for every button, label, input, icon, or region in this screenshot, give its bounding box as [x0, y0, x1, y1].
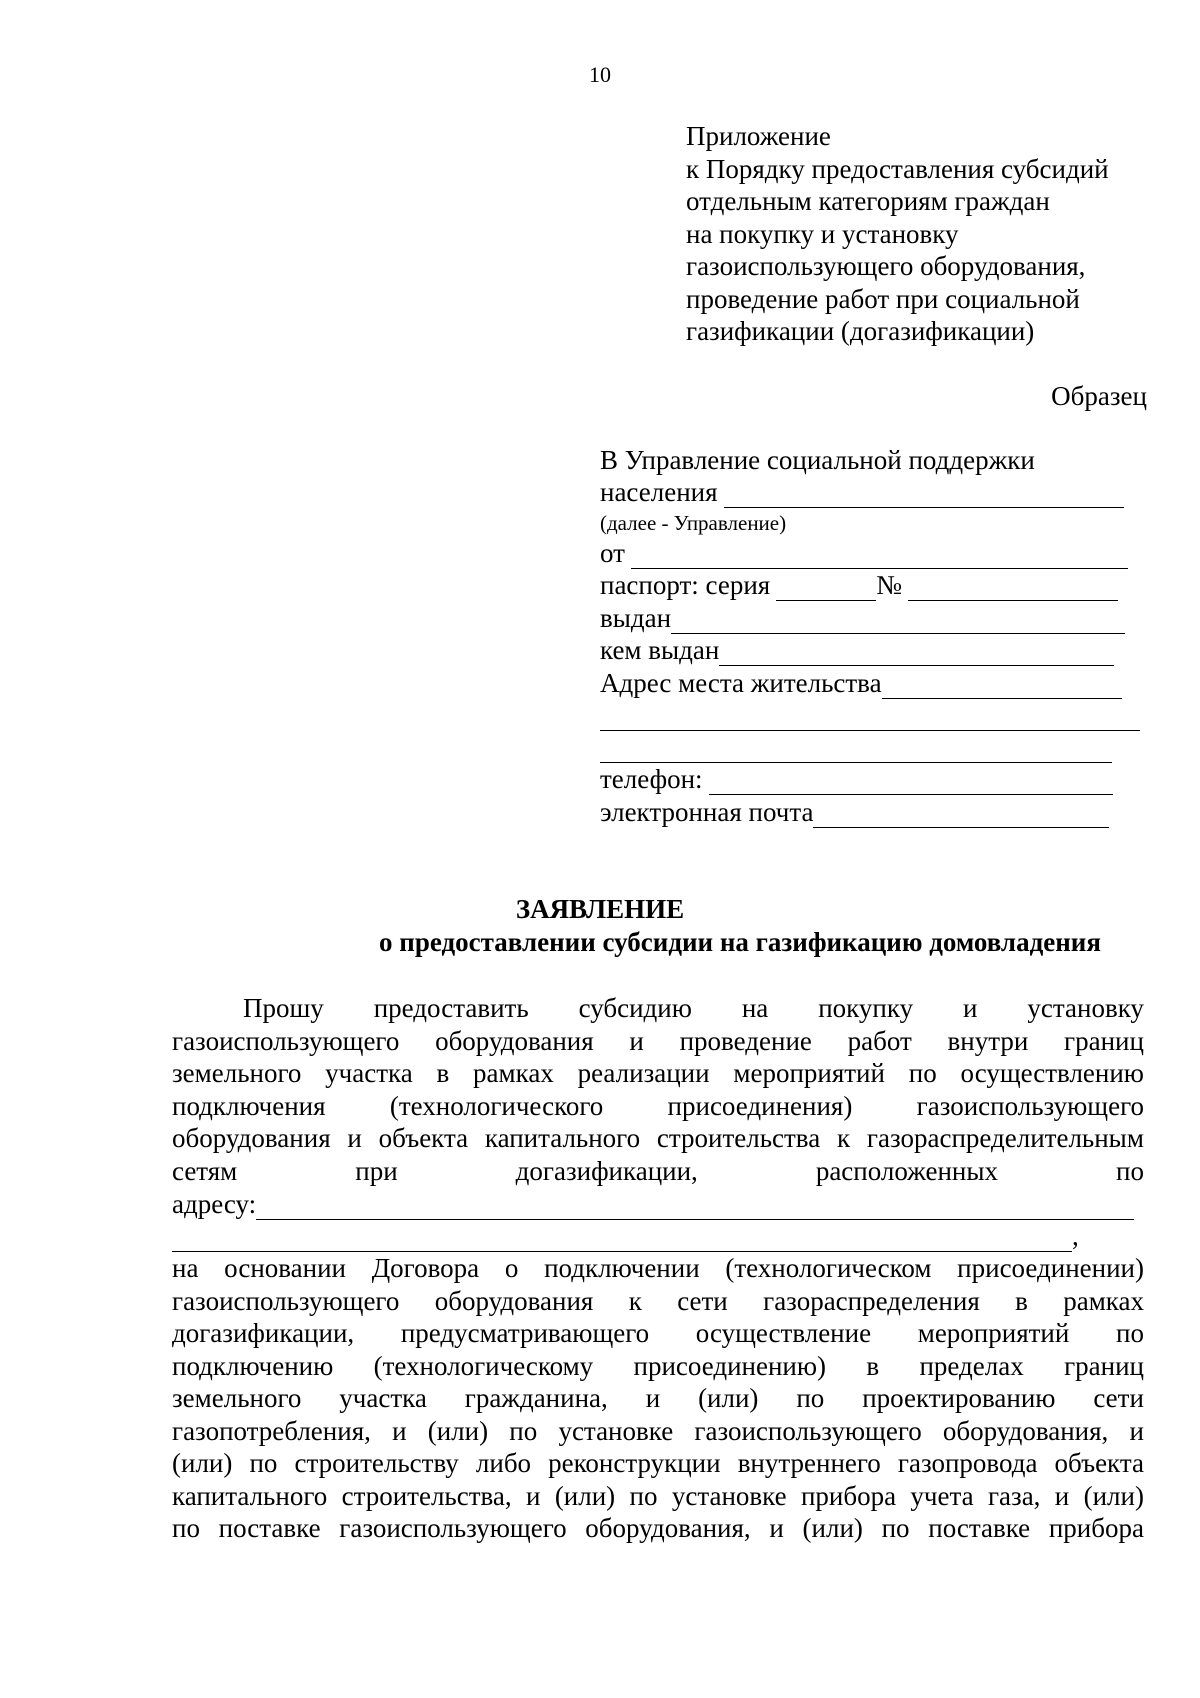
- word: присоединению): [633, 1350, 827, 1381]
- word: о: [504, 1253, 519, 1283]
- word: по: [1116, 1318, 1144, 1348]
- word: строительства,: [341, 1480, 512, 1511]
- paragraph-line: [172, 1350, 1144, 1383]
- paragraph-line: [172, 1447, 1144, 1480]
- hereinafter-row: [600, 508, 1140, 536]
- word: газопотребления,: [172, 1415, 371, 1446]
- population-field[interactable]: [724, 483, 1124, 508]
- passport-row: [600, 569, 1140, 602]
- paragraph-line: [172, 1155, 1144, 1188]
- word: участка: [339, 1383, 427, 1413]
- sample-label: Образец: [1051, 381, 1147, 411]
- word: по: [249, 1448, 278, 1478]
- word: и: [645, 1383, 661, 1413]
- appendix-line: газификации (догазификации): [686, 316, 1035, 346]
- word: оборудования: [434, 1285, 594, 1316]
- issued-by-label: кем выдан: [600, 635, 720, 665]
- word: капитального: [484, 1123, 641, 1153]
- application-body: [172, 992, 1144, 1545]
- email-field[interactable]: [813, 803, 1109, 828]
- word: и: [629, 1025, 644, 1056]
- word: реконструкции: [548, 1448, 721, 1478]
- word: по: [908, 1058, 937, 1088]
- residence-continuation-row: [600, 699, 1140, 731]
- paragraph-line: [172, 1382, 1144, 1415]
- word: сети: [1093, 1383, 1144, 1413]
- word: и: [963, 993, 978, 1023]
- addressee-block: [600, 443, 1140, 828]
- residence-field-line-3[interactable]: [600, 738, 1112, 763]
- word: газораспределительным: [866, 1123, 1144, 1153]
- document-title: ЗАЯВЛЕНИЕ: [515, 894, 685, 924]
- word: и: [526, 1480, 541, 1511]
- word: (технологического: [389, 1090, 604, 1121]
- paragraph-line: [172, 992, 1144, 1025]
- word: (технологическому: [373, 1350, 594, 1381]
- email-label: электронная почта: [600, 796, 814, 827]
- issued-field[interactable]: [671, 609, 1125, 634]
- addressee-to-line: [600, 443, 1140, 476]
- word: проведение: [679, 1025, 812, 1056]
- word: оборудования: [435, 1025, 594, 1056]
- from-label: от: [600, 537, 625, 568]
- word: объекта: [1054, 1448, 1144, 1478]
- word: осуществление: [695, 1318, 872, 1348]
- word: субсидию: [578, 993, 692, 1023]
- paragraph-line: [172, 1057, 1144, 1090]
- word: установке: [671, 1480, 787, 1511]
- word: в: [436, 1058, 450, 1088]
- appendix-line: к Порядку предоставления субсидий: [686, 153, 1109, 184]
- appendix-line: Приложение: [686, 121, 831, 151]
- residence-field-line-2[interactable]: [600, 706, 1140, 731]
- appendix-line: на покупку и установку: [686, 218, 959, 249]
- word: строительству: [294, 1448, 459, 1478]
- word: основании: [224, 1253, 347, 1283]
- address-row: [172, 1187, 1144, 1220]
- word: к: [836, 1123, 851, 1153]
- word: к: [628, 1285, 642, 1316]
- passport-series-field[interactable]: [776, 576, 876, 601]
- address-field[interactable]: [256, 1195, 1134, 1220]
- word: (или): [1083, 1480, 1144, 1511]
- passport-number-field[interactable]: [908, 576, 1118, 601]
- word: мероприятий: [917, 1318, 1070, 1348]
- word: газа,: [987, 1480, 1041, 1511]
- word: прибора: [1048, 1513, 1144, 1543]
- word: на: [172, 1253, 199, 1283]
- word: оборудования,: [585, 1513, 751, 1543]
- word: (или): [554, 1480, 616, 1511]
- word: реализации: [577, 1058, 710, 1088]
- word: по: [629, 1480, 658, 1511]
- word: (или): [698, 1383, 759, 1413]
- paragraph-line: [172, 1122, 1144, 1155]
- word: предусматривающего: [400, 1318, 650, 1348]
- residence-label: Адрес места жительства: [600, 667, 882, 698]
- word: и: [347, 1123, 362, 1153]
- residence-row: [600, 666, 1140, 699]
- word: покупку: [818, 993, 914, 1023]
- word: оборудования,: [942, 1415, 1109, 1446]
- word: газораспределения: [763, 1285, 980, 1316]
- word: мероприятий: [733, 1058, 885, 1088]
- phone-field[interactable]: [709, 770, 1113, 795]
- word: работ: [847, 1025, 912, 1056]
- number-sign: №: [876, 570, 902, 600]
- word: газоиспользующего: [172, 1285, 400, 1316]
- address-continuation-row: [172, 1220, 1144, 1253]
- page-number: 10: [589, 62, 611, 87]
- word: рамках: [1063, 1285, 1144, 1316]
- word: внутреннего: [737, 1448, 881, 1478]
- word: расположенных: [815, 1155, 998, 1186]
- word: капитального: [172, 1480, 328, 1511]
- word: предоставить: [373, 993, 529, 1023]
- paragraph-line: [172, 1415, 1144, 1448]
- word: (или): [172, 1448, 233, 1478]
- issued-by-field[interactable]: [719, 641, 1114, 666]
- word: и: [1129, 1415, 1144, 1446]
- paragraph-line: [172, 1252, 1144, 1285]
- word: газоиспользующего: [172, 1025, 400, 1056]
- word: сетям: [172, 1155, 238, 1186]
- word: рамках: [473, 1058, 554, 1088]
- word: по: [509, 1415, 538, 1446]
- word: присоединении): [957, 1253, 1144, 1283]
- passport-label: паспорт: серия: [600, 570, 771, 600]
- paragraph-line: [172, 1317, 1144, 1350]
- paragraph-line: [172, 1090, 1144, 1123]
- word: газопровода: [897, 1448, 1038, 1478]
- word: в: [1015, 1285, 1028, 1316]
- word: сети: [677, 1285, 728, 1316]
- residence-continuation-row: [600, 731, 1140, 763]
- addressee-to-text: В Управление социальной поддержки: [600, 444, 1035, 475]
- word: в: [866, 1350, 880, 1381]
- word: гражданина,: [464, 1383, 608, 1413]
- address-label: адресу:: [172, 1188, 257, 1219]
- word: (технологическом: [725, 1253, 932, 1283]
- word: земельного: [172, 1383, 302, 1413]
- word: догазификации,: [515, 1155, 698, 1186]
- issued-by-row: [600, 634, 1140, 667]
- paragraph-line: [172, 1512, 1144, 1545]
- word: догазификации,: [172, 1318, 355, 1348]
- word: участка: [325, 1058, 413, 1088]
- word: по: [796, 1383, 825, 1413]
- word: объекта: [378, 1123, 469, 1153]
- appendix-line: газоиспользующего оборудования,: [686, 251, 1086, 281]
- word: подключении: [544, 1253, 700, 1283]
- population-row: [600, 476, 1140, 509]
- from-row: [600, 536, 1140, 569]
- word: либо: [475, 1448, 532, 1478]
- from-field[interactable]: [631, 544, 1128, 569]
- word: подключению: [172, 1350, 334, 1381]
- document-subtitle: о предоставлении субсидии на газификацию домовладения: [379, 927, 1101, 957]
- word: поставке: [928, 1513, 1031, 1543]
- word: (или): [427, 1415, 489, 1446]
- word: учета: [910, 1480, 974, 1511]
- paragraph-line: [172, 1480, 1144, 1513]
- appendix-line: проведение работ при социальной: [686, 283, 1080, 314]
- word: по: [172, 1513, 200, 1543]
- word: оборудования: [172, 1123, 331, 1153]
- word: границ: [1064, 1350, 1144, 1381]
- word: при: [355, 1155, 398, 1186]
- hereinafter-text: (далее - Управление): [600, 511, 787, 535]
- word: установку: [1027, 993, 1144, 1023]
- word: установке: [558, 1415, 674, 1446]
- population-label: населения: [600, 477, 718, 507]
- word: строительства: [656, 1123, 821, 1153]
- paragraph-2: [172, 1252, 1144, 1545]
- appendix-line: отдельным категориям граждан: [686, 186, 1050, 216]
- paragraph-1: [172, 992, 1144, 1187]
- word: Прошу: [243, 993, 324, 1023]
- email-row: [600, 795, 1140, 828]
- word: внутри: [947, 1025, 1029, 1056]
- residence-field[interactable]: [882, 674, 1122, 699]
- word: газоиспользующего: [339, 1513, 567, 1543]
- word: Договора: [371, 1253, 480, 1283]
- phone-row: [600, 763, 1140, 796]
- paragraph-line: [172, 1285, 1144, 1318]
- appendix-header: [686, 120, 1186, 348]
- word: по: [881, 1513, 910, 1543]
- word: подключения: [172, 1090, 326, 1121]
- paragraph-line: [172, 1025, 1144, 1058]
- word: земельного: [172, 1058, 302, 1088]
- word: газоиспользующего: [694, 1415, 922, 1446]
- word: и: [1054, 1480, 1070, 1511]
- word: поставке: [218, 1513, 321, 1543]
- word: осуществлению: [960, 1058, 1144, 1088]
- address-comma: ,: [1072, 1221, 1079, 1251]
- word: газоиспользующего: [916, 1090, 1144, 1121]
- issued-row: [600, 601, 1140, 634]
- phone-label: телефон:: [600, 764, 703, 794]
- word: на: [741, 993, 769, 1023]
- word: пределах: [919, 1350, 1024, 1381]
- word: прибора: [800, 1480, 897, 1511]
- word: границ: [1064, 1025, 1144, 1056]
- word: проектированию: [862, 1383, 1056, 1413]
- word: присоединения): [667, 1090, 853, 1121]
- address-field-line-2[interactable]: [172, 1227, 1072, 1252]
- word: и: [392, 1415, 407, 1446]
- word: и: [769, 1513, 784, 1543]
- word: (или): [802, 1513, 863, 1543]
- word: по: [1116, 1155, 1144, 1186]
- issued-label: выдан: [600, 602, 672, 633]
